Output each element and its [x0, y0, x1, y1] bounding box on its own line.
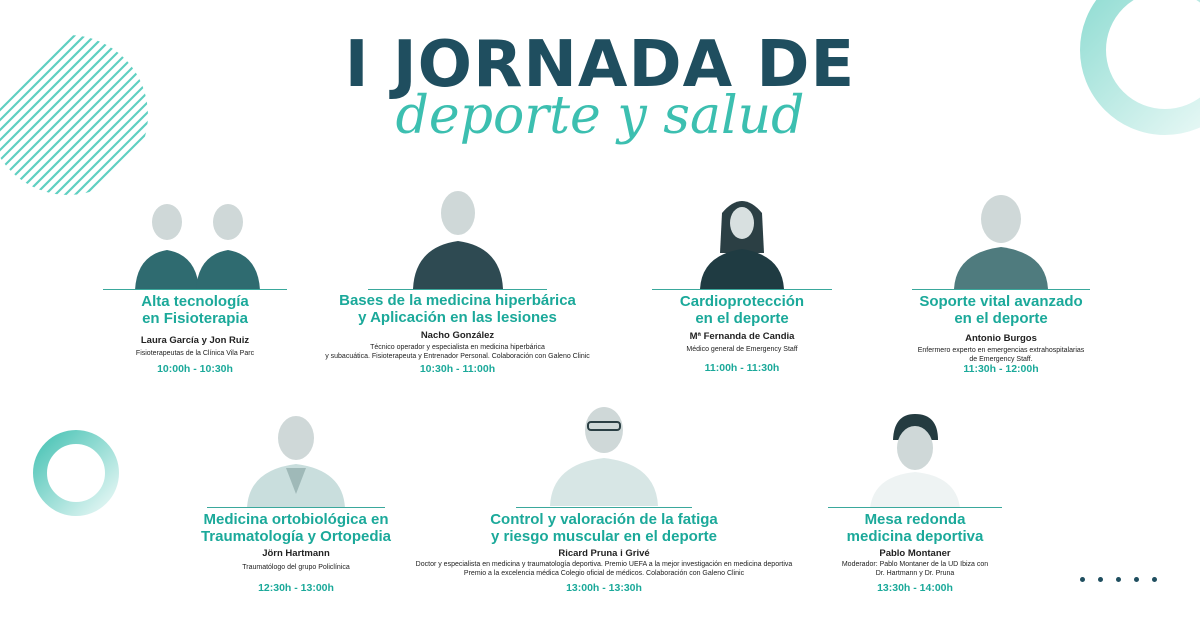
speaker-name: Jörn Hartmann	[262, 548, 330, 559]
speaker-description: Médico general de Emergency Staff	[686, 346, 798, 353]
speaker-photo	[115, 200, 275, 290]
talk-time: 12:30h - 13:00h	[258, 582, 334, 594]
speaker-photo	[403, 187, 513, 289]
event-title: I JORNADA DE	[344, 28, 856, 102]
talk-title: Soporte vital avanzado en el deporte	[919, 293, 1083, 327]
speaker-description: Moderador: Pablo Montaner de la UD Ibiza con Dr. Hartmann y Dr. Pruna	[841, 561, 989, 577]
talk-time: 11:30h - 12:00h	[963, 363, 1039, 375]
speaker-description: Enfermero experto en emergencias extrahospitalarias de Emergency Staff.	[917, 347, 1085, 363]
speaker-card	[642, 185, 842, 380]
speaker-description: Técnico operador y especialista en medicina hiperbárica y subacuática. Fisioterapeuta y Entrenador Personal. Colaboración con Galeno Clinic	[325, 344, 590, 360]
talk-title: Alta tecnología en Fisioterapia	[141, 293, 249, 327]
talk-title: Cardioprotección en el deporte	[679, 293, 805, 327]
speaker-card	[820, 408, 1010, 602]
ring-decoration-left	[20, 425, 140, 525]
speaker-name: Mª Fernanda de Candia	[689, 331, 795, 342]
talk-title: Control y valoración de la fatiga y riesgo muscular en el deporte	[490, 511, 718, 545]
speaker-card	[95, 195, 295, 380]
speaker-card	[388, 402, 820, 602]
speaker-description: Traumatólogo del grupo Policlínica	[242, 564, 350, 571]
speaker-description: Doctor y especialista en medicina y traumatología deportiva. Premio UEFA a la mejor investigación en medicina deportiva Premio a la excelencia médica Colegio oficial de médicos. Colaboración con Galeno Clinic	[415, 561, 793, 577]
speaker-name: Pablo Montaner	[879, 548, 951, 559]
dots-decoration	[1080, 569, 1170, 587]
speaker-name: Laura García y Jon Ruiz	[140, 335, 250, 346]
speaker-description: Fisioterapeutas de la Clínica Vila Parc	[135, 350, 255, 357]
event-subtitle: deporte y salud	[395, 86, 805, 146]
speaker-photo	[241, 414, 351, 508]
talk-title: Medicina ortobiológica en Traumatología y Ortopedia	[200, 511, 392, 545]
speaker-photo	[692, 193, 792, 289]
speaker-card	[185, 412, 407, 602]
talk-time: 10:00h - 10:30h	[157, 363, 233, 375]
talk-time: 11:00h - 11:30h	[704, 362, 780, 374]
speaker-card	[300, 185, 615, 380]
talk-time: 10:30h - 11:00h	[419, 363, 496, 375]
speaker-photo	[544, 402, 664, 506]
talk-title: Mesa redonda medicina deportiva	[846, 511, 984, 545]
speaker-card	[890, 185, 1112, 380]
speaker-name: Nacho González	[420, 330, 495, 341]
talk-title: Bases de la medicina hiperbárica y Aplicación en las lesiones	[339, 292, 576, 326]
talk-time: 13:30h - 14:00h	[877, 582, 953, 594]
speaker-photo	[946, 191, 1056, 289]
talk-time: 13:00h - 13:30h	[566, 582, 642, 594]
speaker-photo	[860, 412, 970, 508]
speaker-name: Antonio Burgos	[965, 333, 1037, 344]
speaker-name: Ricard Pruna i Grivé	[558, 548, 650, 559]
